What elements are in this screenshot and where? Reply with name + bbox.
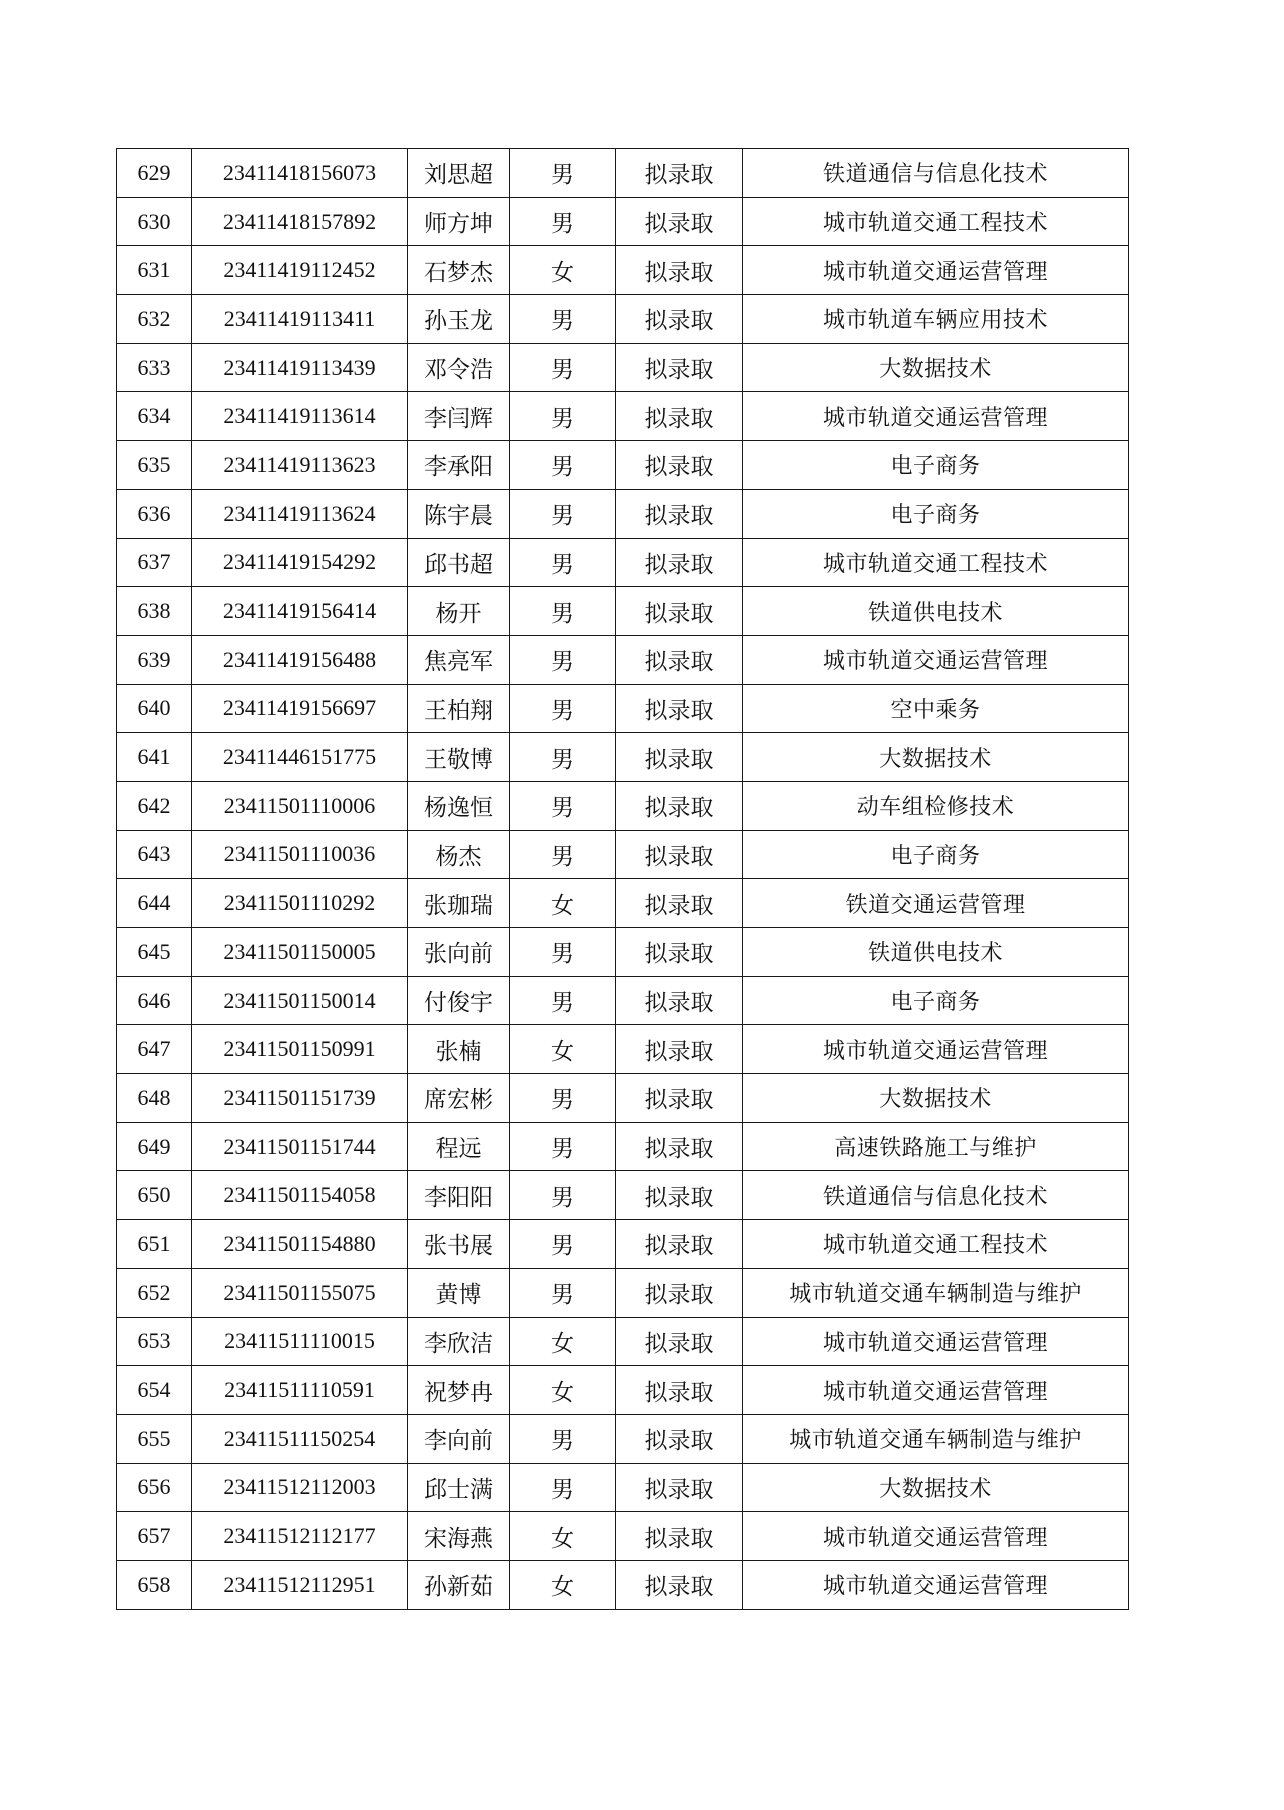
- status-cell: 拟录取: [616, 1414, 743, 1463]
- gender-cell: 女: [510, 1317, 616, 1366]
- seq-cell: 631: [117, 246, 192, 295]
- gender-cell: 男: [510, 928, 616, 977]
- gender-cell: 女: [510, 1560, 616, 1609]
- seq-cell: 652: [117, 1268, 192, 1317]
- table-row: [117, 928, 1129, 977]
- table-row: [117, 1220, 1129, 1269]
- seq-cell: 639: [117, 635, 192, 684]
- gender-cell: 男: [510, 733, 616, 782]
- name-cell: 陈宇晨: [408, 489, 510, 538]
- name-cell: 宋海燕: [408, 1512, 510, 1561]
- major-cell: 城市轨道交通运营管理: [743, 1560, 1129, 1609]
- gender-cell: 男: [510, 538, 616, 587]
- gender-cell: 男: [510, 343, 616, 392]
- major-cell: 城市轨道交通运营管理: [743, 392, 1129, 441]
- exam-id-cell: 23411501150005: [192, 928, 408, 977]
- exam-id-cell: 23411419113614: [192, 392, 408, 441]
- exam-id-cell: 23411418156073: [192, 149, 408, 198]
- gender-cell: 男: [510, 1074, 616, 1123]
- seq-cell: 635: [117, 441, 192, 490]
- table-row: [117, 1025, 1129, 1074]
- gender-cell: 男: [510, 976, 616, 1025]
- exam-id-cell: 23411446151775: [192, 733, 408, 782]
- major-cell: 城市轨道交通运营管理: [743, 1317, 1129, 1366]
- major-cell: 城市轨道交通车辆制造与维护: [743, 1414, 1129, 1463]
- table-row: [117, 587, 1129, 636]
- status-cell: 拟录取: [616, 1512, 743, 1561]
- seq-cell: 657: [117, 1512, 192, 1561]
- status-cell: 拟录取: [616, 1074, 743, 1123]
- name-cell: 李欣洁: [408, 1317, 510, 1366]
- seq-cell: 655: [117, 1414, 192, 1463]
- table-row: [117, 489, 1129, 538]
- table-row: [117, 1317, 1129, 1366]
- exam-id-cell: 23411511110015: [192, 1317, 408, 1366]
- name-cell: 李承阳: [408, 441, 510, 490]
- seq-cell: 640: [117, 684, 192, 733]
- status-cell: 拟录取: [616, 879, 743, 928]
- table-row: [117, 1122, 1129, 1171]
- major-cell: 大数据技术: [743, 1463, 1129, 1512]
- status-cell: 拟录取: [616, 392, 743, 441]
- name-cell: 张珈瑞: [408, 879, 510, 928]
- name-cell: 李向前: [408, 1414, 510, 1463]
- major-cell: 城市轨道交通工程技术: [743, 538, 1129, 587]
- table-row: [117, 1414, 1129, 1463]
- name-cell: 邱书超: [408, 538, 510, 587]
- name-cell: 程远: [408, 1122, 510, 1171]
- major-cell: 大数据技术: [743, 343, 1129, 392]
- exam-id-cell: 23411419113624: [192, 489, 408, 538]
- seq-cell: 645: [117, 928, 192, 977]
- status-cell: 拟录取: [616, 1268, 743, 1317]
- exam-id-cell: 23411419113623: [192, 441, 408, 490]
- table-row: [117, 976, 1129, 1025]
- status-cell: 拟录取: [616, 343, 743, 392]
- seq-cell: 634: [117, 392, 192, 441]
- table-row: [117, 1268, 1129, 1317]
- name-cell: 杨开: [408, 587, 510, 636]
- major-cell: 城市轨道交通运营管理: [743, 1025, 1129, 1074]
- seq-cell: 656: [117, 1463, 192, 1512]
- major-cell: 铁道交通运营管理: [743, 879, 1129, 928]
- major-cell: 城市轨道交通运营管理: [743, 1366, 1129, 1415]
- status-cell: 拟录取: [616, 1560, 743, 1609]
- status-cell: 拟录取: [616, 1122, 743, 1171]
- table-row: [117, 295, 1129, 344]
- table-row: [117, 343, 1129, 392]
- table-row: [117, 149, 1129, 198]
- exam-id-cell: 23411501110006: [192, 781, 408, 830]
- status-cell: 拟录取: [616, 684, 743, 733]
- status-cell: 拟录取: [616, 441, 743, 490]
- gender-cell: 女: [510, 246, 616, 295]
- major-cell: 城市轨道交通车辆制造与维护: [743, 1268, 1129, 1317]
- major-cell: 城市轨道交通工程技术: [743, 197, 1129, 246]
- major-cell: 动车组检修技术: [743, 781, 1129, 830]
- major-cell: 电子商务: [743, 441, 1129, 490]
- gender-cell: 男: [510, 1414, 616, 1463]
- status-cell: 拟录取: [616, 295, 743, 344]
- major-cell: 铁道供电技术: [743, 587, 1129, 636]
- seq-cell: 646: [117, 976, 192, 1025]
- major-cell: 高速铁路施工与维护: [743, 1122, 1129, 1171]
- exam-id-cell: 23411501154058: [192, 1171, 408, 1220]
- seq-cell: 650: [117, 1171, 192, 1220]
- name-cell: 邱士满: [408, 1463, 510, 1512]
- status-cell: 拟录取: [616, 489, 743, 538]
- table-body: [117, 149, 1129, 1610]
- status-cell: 拟录取: [616, 538, 743, 587]
- name-cell: 杨逸恒: [408, 781, 510, 830]
- table-row: [117, 1463, 1129, 1512]
- gender-cell: 男: [510, 1220, 616, 1269]
- exam-id-cell: 23411419156488: [192, 635, 408, 684]
- exam-id-cell: 23411501150014: [192, 976, 408, 1025]
- exam-id-cell: 23411511110591: [192, 1366, 408, 1415]
- exam-id-cell: 23411419113439: [192, 343, 408, 392]
- seq-cell: 633: [117, 343, 192, 392]
- status-cell: 拟录取: [616, 1317, 743, 1366]
- table-row: [117, 781, 1129, 830]
- status-cell: 拟录取: [616, 733, 743, 782]
- seq-cell: 642: [117, 781, 192, 830]
- major-cell: 城市轨道交通运营管理: [743, 635, 1129, 684]
- exam-id-cell: 23411419156697: [192, 684, 408, 733]
- seq-cell: 638: [117, 587, 192, 636]
- name-cell: 付俊宇: [408, 976, 510, 1025]
- major-cell: 电子商务: [743, 830, 1129, 879]
- name-cell: 孙玉龙: [408, 295, 510, 344]
- major-cell: 铁道通信与信息化技术: [743, 149, 1129, 198]
- status-cell: 拟录取: [616, 1463, 743, 1512]
- name-cell: 张向前: [408, 928, 510, 977]
- seq-cell: 630: [117, 197, 192, 246]
- status-cell: 拟录取: [616, 197, 743, 246]
- major-cell: 城市轨道交通运营管理: [743, 1512, 1129, 1561]
- gender-cell: 男: [510, 149, 616, 198]
- exam-id-cell: 23411512112003: [192, 1463, 408, 1512]
- gender-cell: 男: [510, 830, 616, 879]
- seq-cell: 653: [117, 1317, 192, 1366]
- major-cell: 大数据技术: [743, 733, 1129, 782]
- name-cell: 焦亮军: [408, 635, 510, 684]
- name-cell: 张书展: [408, 1220, 510, 1269]
- table-row: [117, 1560, 1129, 1609]
- table-row: [117, 635, 1129, 684]
- table-row: [117, 392, 1129, 441]
- table-row: [117, 830, 1129, 879]
- major-cell: 城市轨道交通工程技术: [743, 1220, 1129, 1269]
- name-cell: 祝梦冉: [408, 1366, 510, 1415]
- name-cell: 黄博: [408, 1268, 510, 1317]
- gender-cell: 女: [510, 1025, 616, 1074]
- seq-cell: 651: [117, 1220, 192, 1269]
- major-cell: 电子商务: [743, 489, 1129, 538]
- name-cell: 席宏彬: [408, 1074, 510, 1123]
- seq-cell: 654: [117, 1366, 192, 1415]
- name-cell: 李阳阳: [408, 1171, 510, 1220]
- seq-cell: 644: [117, 879, 192, 928]
- seq-cell: 641: [117, 733, 192, 782]
- exam-id-cell: 23411419156414: [192, 587, 408, 636]
- status-cell: 拟录取: [616, 1366, 743, 1415]
- major-cell: 城市轨道车辆应用技术: [743, 295, 1129, 344]
- table-row: [117, 538, 1129, 587]
- exam-id-cell: 23411418157892: [192, 197, 408, 246]
- table-row: [117, 1512, 1129, 1561]
- name-cell: 师方坤: [408, 197, 510, 246]
- gender-cell: 男: [510, 635, 616, 684]
- exam-id-cell: 23411419113411: [192, 295, 408, 344]
- seq-cell: 648: [117, 1074, 192, 1123]
- status-cell: 拟录取: [616, 246, 743, 295]
- major-cell: 大数据技术: [743, 1074, 1129, 1123]
- status-cell: 拟录取: [616, 781, 743, 830]
- exam-id-cell: 23411501155075: [192, 1268, 408, 1317]
- table-row: [117, 879, 1129, 928]
- table-row: [117, 246, 1129, 295]
- gender-cell: 男: [510, 684, 616, 733]
- gender-cell: 男: [510, 392, 616, 441]
- table-row: [117, 1366, 1129, 1415]
- table-row: [117, 733, 1129, 782]
- name-cell: 刘思超: [408, 149, 510, 198]
- gender-cell: 女: [510, 1366, 616, 1415]
- gender-cell: 男: [510, 197, 616, 246]
- gender-cell: 男: [510, 1171, 616, 1220]
- exam-id-cell: 23411501151739: [192, 1074, 408, 1123]
- major-cell: 铁道通信与信息化技术: [743, 1171, 1129, 1220]
- gender-cell: 女: [510, 879, 616, 928]
- major-cell: 铁道供电技术: [743, 928, 1129, 977]
- major-cell: 电子商务: [743, 976, 1129, 1025]
- name-cell: 王敬博: [408, 733, 510, 782]
- exam-id-cell: 23411501150991: [192, 1025, 408, 1074]
- status-cell: 拟录取: [616, 1025, 743, 1074]
- table-row: [117, 1171, 1129, 1220]
- gender-cell: 男: [510, 587, 616, 636]
- name-cell: 王柏翔: [408, 684, 510, 733]
- gender-cell: 男: [510, 441, 616, 490]
- gender-cell: 男: [510, 1463, 616, 1512]
- gender-cell: 男: [510, 489, 616, 538]
- name-cell: 杨杰: [408, 830, 510, 879]
- table-row: [117, 1074, 1129, 1123]
- status-cell: 拟录取: [616, 976, 743, 1025]
- name-cell: 孙新茹: [408, 1560, 510, 1609]
- seq-cell: 658: [117, 1560, 192, 1609]
- name-cell: 石梦杰: [408, 246, 510, 295]
- exam-id-cell: 23411501110292: [192, 879, 408, 928]
- status-cell: 拟录取: [616, 928, 743, 977]
- admission-table: [116, 148, 1129, 1610]
- exam-id-cell: 23411419154292: [192, 538, 408, 587]
- exam-id-cell: 23411501154880: [192, 1220, 408, 1269]
- name-cell: 张楠: [408, 1025, 510, 1074]
- exam-id-cell: 23411501151744: [192, 1122, 408, 1171]
- gender-cell: 男: [510, 295, 616, 344]
- table-row: [117, 197, 1129, 246]
- status-cell: 拟录取: [616, 830, 743, 879]
- status-cell: 拟录取: [616, 149, 743, 198]
- status-cell: 拟录取: [616, 1220, 743, 1269]
- name-cell: 李闫辉: [408, 392, 510, 441]
- major-cell: 空中乘务: [743, 684, 1129, 733]
- exam-id-cell: 23411419112452: [192, 246, 408, 295]
- status-cell: 拟录取: [616, 635, 743, 684]
- table-row: [117, 684, 1129, 733]
- exam-id-cell: 23411512112177: [192, 1512, 408, 1561]
- seq-cell: 636: [117, 489, 192, 538]
- seq-cell: 632: [117, 295, 192, 344]
- seq-cell: 637: [117, 538, 192, 587]
- name-cell: 邓令浩: [408, 343, 510, 392]
- exam-id-cell: 23411501110036: [192, 830, 408, 879]
- seq-cell: 647: [117, 1025, 192, 1074]
- exam-id-cell: 23411512112951: [192, 1560, 408, 1609]
- seq-cell: 649: [117, 1122, 192, 1171]
- status-cell: 拟录取: [616, 587, 743, 636]
- exam-id-cell: 23411511150254: [192, 1414, 408, 1463]
- seq-cell: 629: [117, 149, 192, 198]
- gender-cell: 男: [510, 781, 616, 830]
- table-row: [117, 441, 1129, 490]
- major-cell: 城市轨道交通运营管理: [743, 246, 1129, 295]
- gender-cell: 男: [510, 1268, 616, 1317]
- gender-cell: 女: [510, 1512, 616, 1561]
- seq-cell: 643: [117, 830, 192, 879]
- gender-cell: 男: [510, 1122, 616, 1171]
- status-cell: 拟录取: [616, 1171, 743, 1220]
